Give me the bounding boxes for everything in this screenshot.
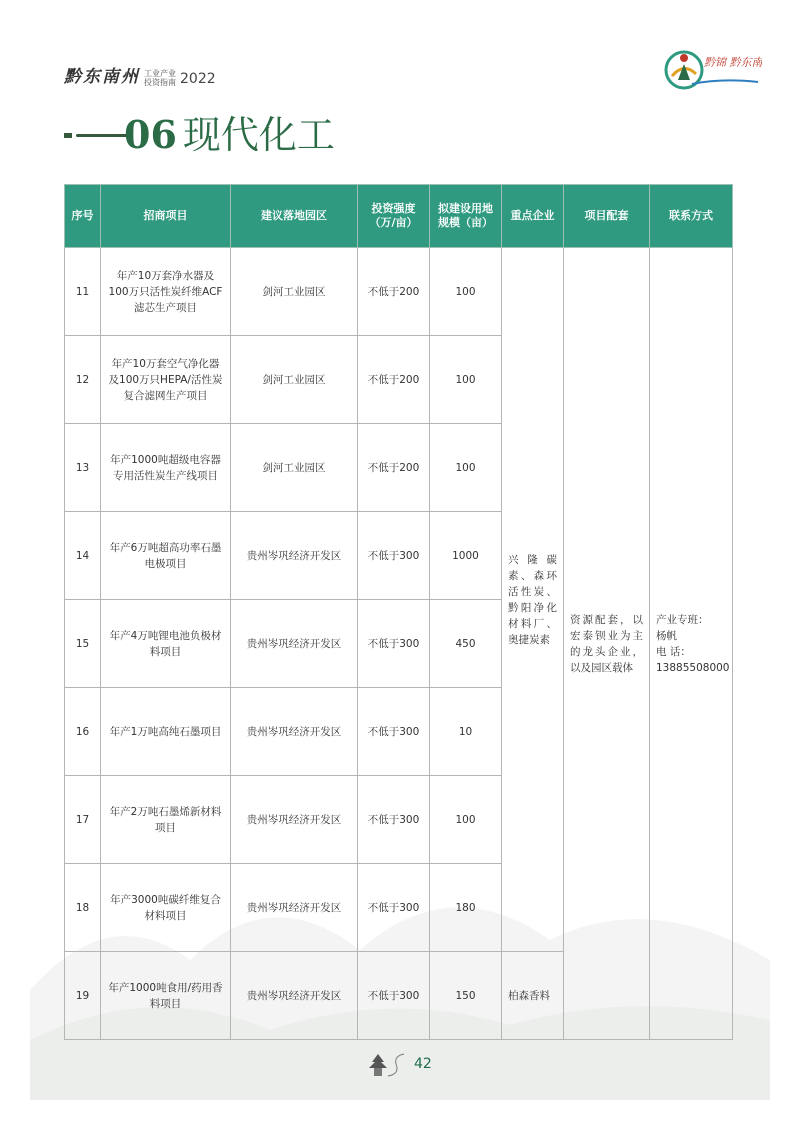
cell-scale: 100 bbox=[430, 336, 502, 424]
logo-icon bbox=[662, 44, 762, 94]
investment-table bbox=[64, 184, 733, 1040]
cell-no: 17 bbox=[65, 776, 101, 864]
cell-no: 15 bbox=[65, 600, 101, 688]
cell-project: 年产1万吨高纯石墨项目 bbox=[101, 688, 231, 776]
cell-scale: 180 bbox=[430, 864, 502, 952]
cell-park: 剑河工业园区 bbox=[231, 336, 358, 424]
contact-phone: 13885508000 bbox=[656, 661, 730, 674]
cell-contact bbox=[650, 248, 733, 1040]
logo-text: 黔锦 黔东南 bbox=[704, 56, 762, 69]
col-header-park: 建议落地园区 bbox=[231, 185, 358, 248]
cell-park: 贵州岑巩经济开发区 bbox=[231, 600, 358, 688]
cell-scale: 100 bbox=[430, 424, 502, 512]
cell-park: 剑河工业园区 bbox=[231, 248, 358, 336]
section-title bbox=[64, 112, 335, 158]
section-number: 06 bbox=[124, 112, 177, 157]
cell-supporting: 资源配套，以宏泰钡业为主的龙头企业，以及园区载体 bbox=[564, 248, 650, 1040]
cell-key-enterprises: 兴隆碳素、森环活性炭、黔阳净化材料厂、奥捷炭素 bbox=[502, 248, 564, 952]
cell-no: 14 bbox=[65, 512, 101, 600]
title-line-decoration bbox=[76, 134, 130, 137]
cell-intensity: 不低于300 bbox=[358, 512, 430, 600]
cell-no: 16 bbox=[65, 688, 101, 776]
cell-project: 年产6万吨超高功率石墨电极项目 bbox=[101, 512, 231, 600]
table-row bbox=[65, 248, 733, 336]
cell-scale: 10 bbox=[430, 688, 502, 776]
brand-subtitle bbox=[144, 69, 176, 87]
cell-project: 年产1000吨食用/药用香料项目 bbox=[101, 952, 231, 1040]
contact-line3: 电 话： bbox=[656, 645, 691, 658]
cell-intensity: 不低于200 bbox=[358, 336, 430, 424]
cell-no: 12 bbox=[65, 336, 101, 424]
col-header-intensity: 投资强度（万/亩） bbox=[358, 185, 430, 248]
cell-intensity: 不低于300 bbox=[358, 952, 430, 1040]
cell-scale: 450 bbox=[430, 600, 502, 688]
cell-park: 贵州岑巩经济开发区 bbox=[231, 512, 358, 600]
cell-project: 年产2万吨石墨烯新材料项目 bbox=[101, 776, 231, 864]
page-number-block bbox=[360, 1050, 432, 1078]
cell-no: 18 bbox=[65, 864, 101, 952]
cell-park: 剑河工业园区 bbox=[231, 424, 358, 512]
cell-intensity: 不低于300 bbox=[358, 776, 430, 864]
cell-key-enterprise-last: 柏森香料 bbox=[502, 952, 564, 1040]
col-header-scale: 拟建设用地规模（亩） bbox=[430, 185, 502, 248]
contact-line1: 产业专班： bbox=[656, 613, 709, 626]
table-header-row bbox=[65, 185, 733, 248]
brand-sub-line1: 工业产业 bbox=[144, 69, 176, 78]
cell-project: 年产4万吨锂电池负极材料项目 bbox=[101, 600, 231, 688]
contact-name: 杨帆 bbox=[656, 629, 677, 642]
cell-intensity: 不低于200 bbox=[358, 248, 430, 336]
cell-no: 13 bbox=[65, 424, 101, 512]
cell-project: 年产10万套净水器及100万只活性炭纤维ACF滤芯生产项目 bbox=[101, 248, 231, 336]
cell-no: 11 bbox=[65, 248, 101, 336]
col-header-contact: 联系方式 bbox=[650, 185, 733, 248]
col-header-no: 序号 bbox=[65, 185, 101, 248]
cell-intensity: 不低于300 bbox=[358, 688, 430, 776]
cell-park: 贵州岑巩经济开发区 bbox=[231, 776, 358, 864]
brand-sub-line2: 投资指南 bbox=[144, 78, 176, 87]
col-header-enterprise: 重点企业 bbox=[502, 185, 564, 248]
cell-project: 年产1000吨超级电容器专用活性炭生产线项目 bbox=[101, 424, 231, 512]
cell-intensity: 不低于300 bbox=[358, 864, 430, 952]
brand-header bbox=[64, 62, 216, 87]
cell-intensity: 不低于200 bbox=[358, 424, 430, 512]
cell-park: 贵州岑巩经济开发区 bbox=[231, 952, 358, 1040]
cell-scale: 100 bbox=[430, 248, 502, 336]
col-header-project: 招商项目 bbox=[101, 185, 231, 248]
cell-project: 年产3000吨碳纤维复合材料项目 bbox=[101, 864, 231, 952]
col-header-supporting: 项目配套 bbox=[564, 185, 650, 248]
cell-scale: 1000 bbox=[430, 512, 502, 600]
cell-scale: 100 bbox=[430, 776, 502, 864]
brand-year: 2022 bbox=[180, 71, 216, 87]
title-bar-decoration bbox=[64, 133, 72, 138]
cell-intensity: 不低于300 bbox=[358, 600, 430, 688]
pagoda-icon bbox=[360, 1050, 410, 1078]
cell-scale: 150 bbox=[430, 952, 502, 1040]
cell-no: 19 bbox=[65, 952, 101, 1040]
cell-park: 贵州岑巩经济开发区 bbox=[231, 688, 358, 776]
brand-name: 黔东南州 bbox=[64, 67, 140, 87]
cell-project: 年产10万套空气净化器及100万只HEPA/活性炭复合滤网生产项目 bbox=[101, 336, 231, 424]
section-title-text: 现代化工 bbox=[182, 113, 335, 157]
page-number: 42 bbox=[414, 1056, 432, 1072]
cell-park: 贵州岑巩经济开发区 bbox=[231, 864, 358, 952]
